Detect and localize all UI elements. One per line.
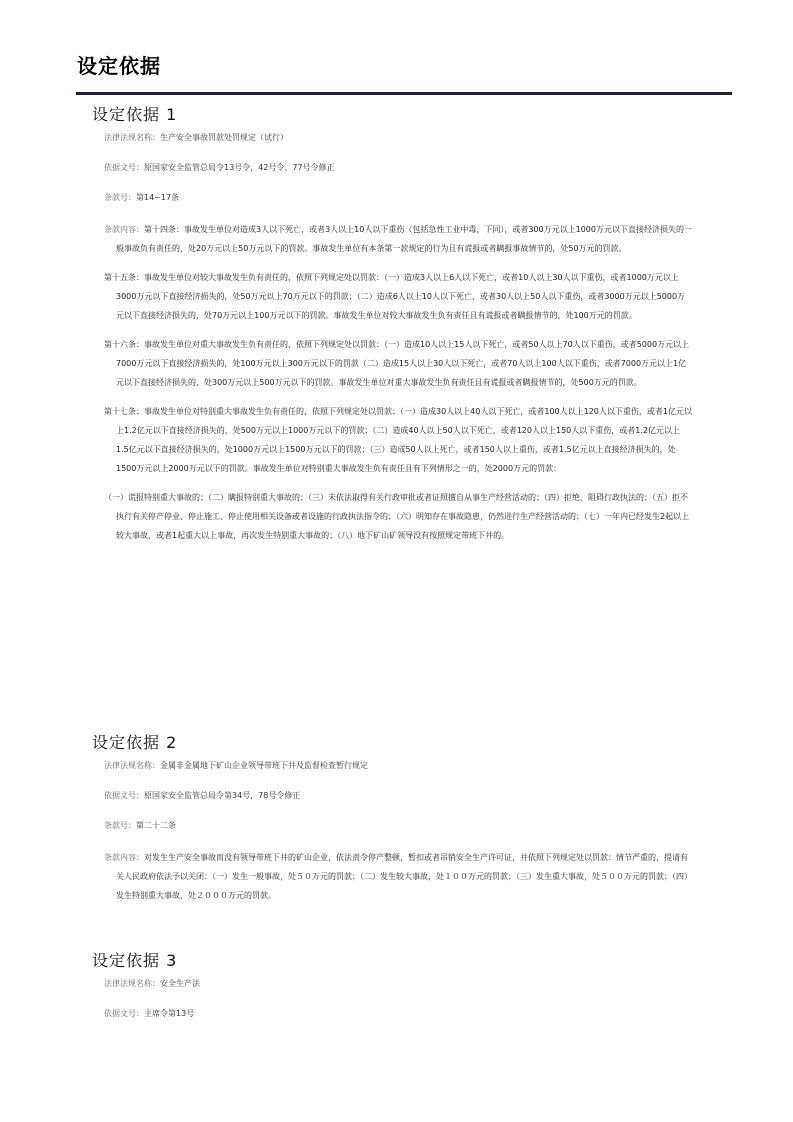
article-content-label: 条款内容：	[104, 225, 144, 234]
doc-number-field	[104, 162, 692, 174]
doc-number-label: 依据文号：	[104, 791, 144, 800]
doc-number-label: 依据文号：	[104, 163, 144, 172]
article-number-field	[104, 820, 692, 832]
article-paragraph: 对发生生产安全事故而没有领导带班下井的矿山企业，依法责令停产整顿，暂扣或者吊销安全生产许可证，并依照下列规定处以罚款：情节严重的，提请有关人民政府依法予以关闭：（一）发生一般事故，处５０万元的罚款；（二）发生较大事故，处１００万元的罚款；（三）发生重大事故，处５００万元的罚款；（四）发生特别重大事故，处２０００万元的罚款。	[116, 853, 692, 900]
article-paragraph: 第十七条：事故发生单位对特别重大事故发生负有责任的，依照下列规定处以罚款：（一）造成30人以上40人以下死亡，或者100人以上120人以下重伤，或者1亿元以上1.2亿元以下直接经济损失的，处500万元以上1000万元以下的罚款；（二）造成40人以上50人以下死亡，或者120人以上150人以下重伤，或者1.2亿元以上1.5亿元以下直接经济损失的，处1000万元以上1500万元以下的罚款；（三）造成50人以上死亡，或者150人以上重伤，或者1.5亿元以上直接经济损失的，处1500万元以上2000万元以下的罚款。事故发生单位对特别重大事故发生负有责任且有下列情形之一的，处2000万元的罚款：	[104, 407, 692, 473]
article-paragraph: 第十四条：事故发生单位对造成3人以下死亡，或者3人以上10人以下重伤（包括急性工业中毒，下同），或者300万元以上1000万元以下直接经济损失的一般事故负有责任的，处20万元以上50万元以下的罚款。事故发生单位有本条第一款规定的行为且有谎报或者瞒报事故情节的，处50万元的罚款。	[116, 225, 692, 253]
article-content	[104, 848, 692, 905]
law-name-field	[104, 978, 692, 990]
doc-number-value: 原国家安全监管总局令13号令，42号令、77号令修正	[144, 163, 335, 172]
article-paragraph: 第十五条：事故发生单位对较大事故发生负有责任的，依照下列规定处以罚款：（一）造成3人以上6人以下死亡，或者10人以上30人以下重伤，或者1000万元以上3000万元以下直接经济损失的，处50万元以上70万元以下的罚款；（二）造成6人以上10人以下死亡，或者30人以上50人以下重伤，或者3000万元以上5000万元以下直接经济损失的，处70万元以上100万元以下的罚款。事故发生单位对较大事故发生负有责任且有谎报或者瞒报情节的，处100万元的罚款。	[104, 273, 686, 320]
article-number-field	[104, 192, 692, 204]
law-name-label: 法律法规名称：	[104, 761, 160, 770]
basis-section-1	[92, 104, 692, 545]
doc-number-field	[104, 1008, 692, 1020]
doc-number-label: 依据文号：	[104, 1009, 144, 1018]
doc-number-field	[104, 790, 692, 802]
title-divider	[76, 92, 732, 95]
section-title: 设定依据 2	[92, 733, 178, 752]
article-number-label: 条款号：	[104, 821, 136, 830]
law-name-label: 法律法规名称：	[104, 133, 160, 142]
doc-number-value: 主席令第13号	[144, 1009, 195, 1018]
law-name-field	[104, 132, 692, 144]
law-name-value: 金属非金属地下矿山企业领导带班下井及监督检查暂行规定	[160, 761, 368, 770]
law-name-value: 生产安全事故罚款处罚规定（试行）	[160, 133, 288, 142]
basis-section-2	[92, 732, 692, 905]
law-name-label: 法律法规名称：	[104, 979, 160, 988]
article-paragraph: 第十六条：事故发生单位对重大事故发生负有责任的，依照下列规定处以罚款：（一）造成10人以上15人以下死亡，或者50人以上70人以下重伤，或者5000万元以上7000万元以下直接经济损失的，处100万元以上300万元以下的罚款（二）造成15人以上30人以下死亡，或者70人以上100人以下重伤，或者7000万元以上1亿元以下直接经济损失的，处300万元以上500万元以下的罚款。事故发生单位对重大事故发生负有责任且有谎报或者瞒报情节的，处500万元的罚款。	[104, 340, 690, 387]
section-title: 设定依据 1	[92, 105, 178, 124]
article-content-label: 条款内容：	[104, 853, 144, 862]
article-paragraph: （一）谎报特别重大事故的；（二）瞒报特别重大事故的；（三）未依法取得有关行政审批或者证照擅自从事生产经营活动的；（四）拒绝、阻碍行政执法的；（五）拒不执行有关停产停业、停止施工、停止使用相关设备或者设施的行政执法指令的；（六）明知存在事故隐患，仍然进行生产经营活动的；（七）一年内已经发生2起以上较大事故，或者1起重大以上事故，再次发生特别重大事故的；（八）地下矿山矿领导没有按照规定带班下井的。	[104, 493, 690, 540]
article-number-label: 条款号：	[104, 193, 136, 202]
law-name-field	[104, 760, 692, 772]
article-number-value: 第14~17条	[136, 193, 180, 202]
basis-section-3	[92, 950, 692, 1020]
page-title: 设定依据	[77, 54, 161, 78]
doc-number-value: 原国家安全监管总局令第34号，78号令修正	[144, 791, 301, 800]
article-content	[104, 220, 692, 258]
article-number-value: 第二十二条	[136, 821, 176, 830]
law-name-value: 安全生产法	[160, 979, 200, 988]
section-title: 设定依据 3	[92, 951, 178, 970]
